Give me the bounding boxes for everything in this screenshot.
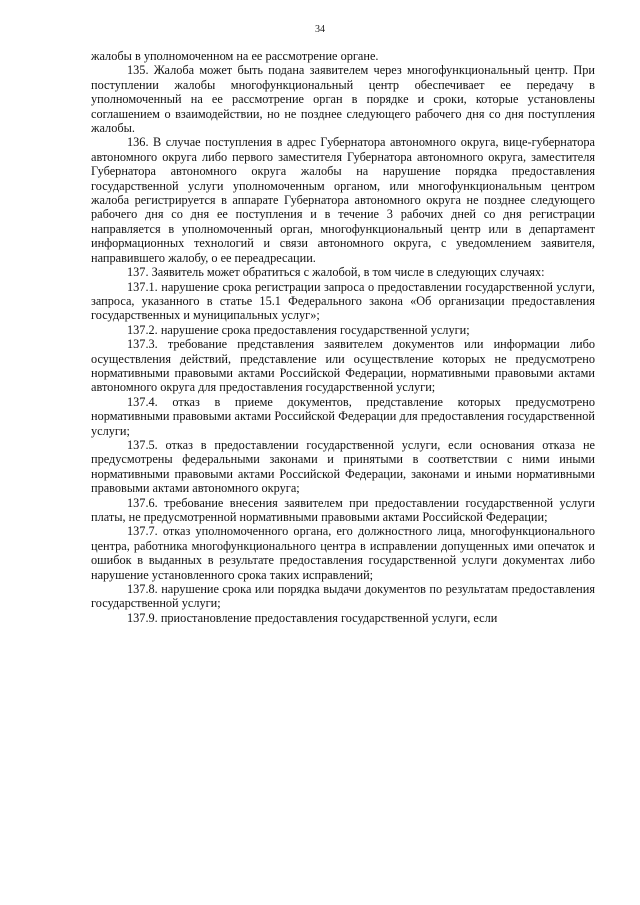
- paragraph-137-8: 137.8. нарушение срока или порядка выдачи документов по результатам предоставления государственной услуги;: [91, 582, 595, 611]
- paragraph-137-3: 137.3. требование представления заявителем документов или информации либо осуществления действий, представление или осуществление которых не предусмотрено нормативными правовыми актами Российской Федерации, нормативными правовыми актами автономного округа для предоставления государственной услуги;: [91, 337, 595, 395]
- paragraph-continuation: жалобы в уполномоченном на ее рассмотрение органе.: [91, 49, 379, 63]
- paragraph-137: 137. Заявитель может обратиться с жалобой, в том числе в следующих случаях:: [127, 265, 545, 280]
- paragraph-137-7: 137.7. отказ уполномоченного органа, его должностного лица, многофункционального центра, работника многофункционального центра в исправлении допущенных ими опечаток и ошибок в выданных в результате предоставления государственной услуги документах либо нарушение установленного срока таких исправлений;: [91, 524, 595, 582]
- paragraph-136: 136. В случае поступления в адрес Губернатора автономного округа, вице-губернатора автономного округа либо первого заместителя Губернатора автономного округа, заместителя Губернатора автономного округа жалобы на нарушение порядка предоставления государственной услуги уполномоченным органом, или многофункциональным центром жалоба регистрируется в аппарате Губернатора автономного округа не позднее следующего рабочего дня со дня ее поступления и в течение 3 рабочих дней со дня регистрации направляется в уполномоченный орган, многофункциональный центр или в департамент информационных технологий и связи автономного округа, с уведомлением заявителя, направившего жалобу, о ее переадресации.: [91, 135, 595, 265]
- page-number: 34: [315, 24, 325, 35]
- paragraph-137-1: 137.1. нарушение срока регистрации запроса о предоставлении государственной услуги, запроса, указанного в статье 15.1 Федерального закона «Об организации предоставления государственных и муниципальных услуг»;: [91, 279, 595, 323]
- paragraph-137-2: 137.2. нарушение срока предоставления государственной услуги;: [127, 322, 470, 337]
- paragraph-137-4: 137.4. отказ в приеме документов, представление которых предусмотрено нормативными правовыми актами Российской Федерации для предоставления государственной услуги;: [91, 394, 595, 438]
- paragraph-137-9: 137.9. приостановление предоставления государственной услуги, если: [127, 610, 498, 625]
- paragraph-137-6: 137.6. требование внесения заявителем при предоставлении государственной услуги платы, не предусмотренной нормативными правовыми актами Российской Федерации;: [91, 495, 595, 524]
- paragraph-137-5: 137.5. отказ в предоставлении государственной услуги, если основания отказа не предусмотрены федеральными законами и принятыми в соответствии с ними иными нормативными правовыми актами Российской Федерации, законами и иными нормативными правовыми актами автономного округа;: [91, 437, 595, 496]
- paragraph-135: 135. Жалоба может быть подана заявителем через многофункциональный центр. При поступлении жалобы многофункциональный центр обеспечивает ее передачу в уполномоченный на ее рассмотрение орган в порядке и сроки, которые установлены соглашением о взаимодействии, но не позднее следующего рабочего дня со дня поступления жалобы.: [91, 63, 595, 136]
- document-body: [91, 49, 595, 625]
